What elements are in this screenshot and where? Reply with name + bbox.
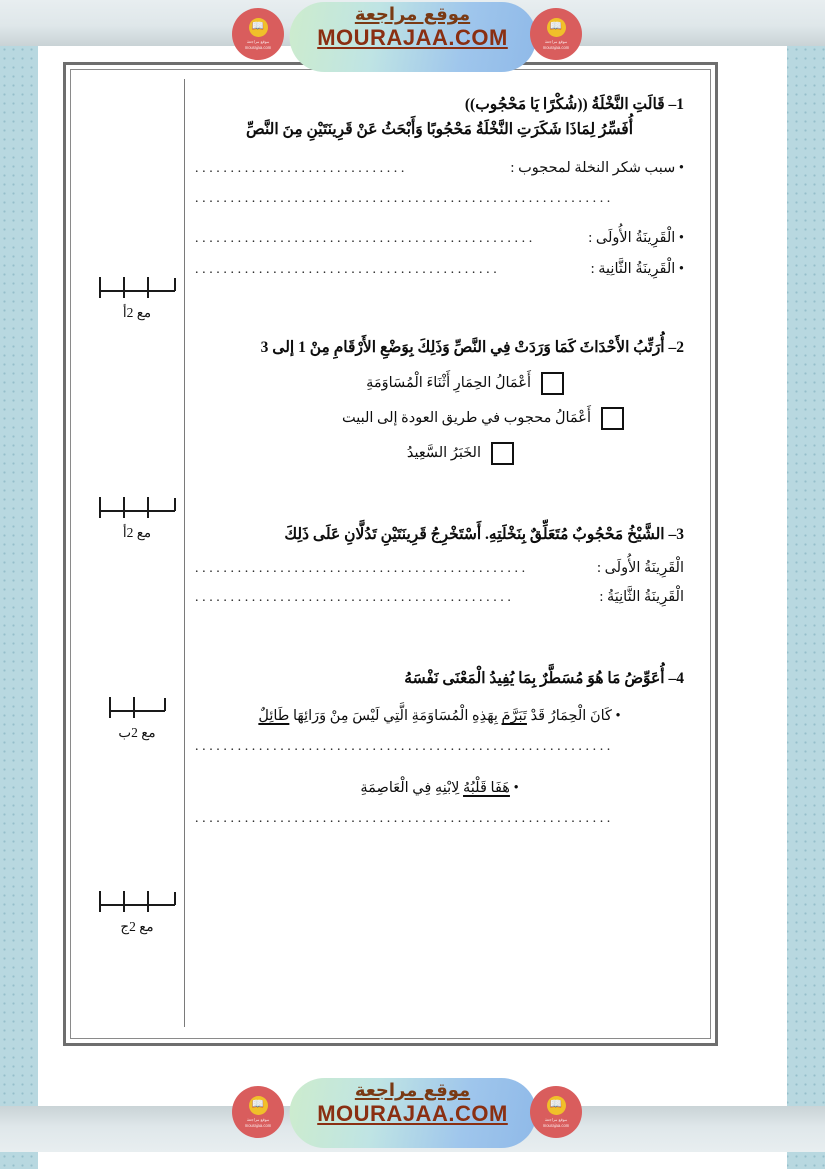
logo-sub-url: mourajaa.com <box>542 1122 570 1128</box>
brand-url: MOURAJAA.COM <box>317 24 508 50</box>
score-label: مع 2ب <box>118 725 156 740</box>
question-1-title: 1– قَالَتِ النَّخْلَةُ ((شُكْرًا يَا مَحْجُوب)) <box>464 96 684 113</box>
question-1-item-3 <box>195 258 684 281</box>
question-3 <box>195 465 684 610</box>
item-label: الْقَرِينَةُ الأُولَى : <box>596 559 684 576</box>
question-2-choice-1[interactable] <box>195 372 684 395</box>
sentence-part: بِهَذِهِ الْمُسَاوَمَةِ الَّتِي لَيْسَ مِنْ وَرَائِهَا <box>289 708 502 725</box>
item-label: • الْقَرِينَةُ الثَّانِية : <box>590 261 684 278</box>
checkbox[interactable] <box>601 407 624 430</box>
logo-sub-arabic: موقع مراجعة <box>246 38 270 44</box>
questions-column <box>185 79 690 1027</box>
score-mark-question-2[interactable] <box>90 497 184 541</box>
logo-sub-arabic: موقع مراجعة <box>544 1116 568 1122</box>
book-icon: 📖 <box>547 18 566 37</box>
question-4-answer-dots-1[interactable]: ........................................................... <box>195 739 614 755</box>
score-mark-question-4[interactable] <box>90 891 184 935</box>
score-comb-icon <box>109 697 165 719</box>
question-1 <box>195 79 684 282</box>
underlined-word-1: تَبَرَّمَ <box>501 708 527 725</box>
sentence-part: • <box>509 780 519 797</box>
book-icon: 📖 <box>547 1096 566 1115</box>
score-mark-question-1[interactable] <box>90 277 184 321</box>
answer-dots[interactable]: ............................................. <box>195 589 515 605</box>
book-icon: 📖 <box>249 18 268 37</box>
worksheet-table <box>90 79 690 1027</box>
score-mark-question-3[interactable] <box>90 697 184 741</box>
choice-label: أَعْمَالُ الحِمَارِ أَثْنَاءَ الْمُسَاوَمَةِ <box>366 374 531 391</box>
brand-logo-left <box>232 1086 284 1138</box>
question-1-item-1-extra-dots[interactable]: ........................................................... <box>195 190 614 206</box>
answer-dots[interactable]: ............................................... <box>195 560 529 576</box>
sentence-part: • كَانَ الْحِمَارُ قَدْ <box>526 708 621 725</box>
question-3-title: 3– الشَّيْخُ مَحْجُوبٌ مُتَعَلِّقٌ بِنَخْلَتِهِ. أَسْتَخْرِجُ قَرِينَتَيْنِ تَدُلَّانِ عَلَى ذَلِكَ <box>284 525 684 543</box>
score-label: مع 2أ <box>122 525 152 540</box>
question-4-answer-dots-2[interactable]: ........................................................... <box>195 811 614 827</box>
checkbox[interactable] <box>541 372 564 395</box>
underlined-phrase: هَفَا قَلْبُهُ <box>463 780 510 797</box>
brand-logo-right <box>530 8 582 60</box>
score-comb-icon <box>99 891 175 913</box>
question-2-choice-3[interactable] <box>195 442 684 465</box>
item-label: • الْقَرِينَةُ الأُولَى : <box>588 229 684 246</box>
underlined-word-2: طَائِلٌ <box>258 708 290 725</box>
score-column <box>90 79 185 1027</box>
brand-arabic-title: موقع مراجعة <box>354 1080 471 1101</box>
question-4-title: 4– أُعَوِّضُ مَا هُوَ مُسَطَّرٌ بِمَا يُفِيدُ الْمَعْنَى نَفْسَهُ <box>404 670 684 688</box>
question-2-title: 2– أُرَتِّبُ الأَحْدَاثَ كَمَا وَرَدَتْ فِي النَّصِّ وَذَلِكَ بِوَضْعِ الأَرْقَامِ مِنْ 1 إلى 3 <box>260 338 684 356</box>
footer-brand-text <box>248 1082 578 1125</box>
score-comb-icon <box>99 497 175 519</box>
footer-brand-band <box>0 1072 825 1152</box>
brand-url: MOURAJAA.COM <box>317 1100 508 1126</box>
question-3-item-2 <box>195 586 684 609</box>
header-brand-text <box>248 6 578 49</box>
score-label: مع 2ج <box>120 919 154 934</box>
question-1-item-2 <box>195 227 684 250</box>
item-label: الْقَرِينَةُ الثَّانِيَةُ : <box>599 588 684 605</box>
checkbox[interactable] <box>491 442 514 465</box>
brand-arabic-title: موقع مراجعة <box>354 4 471 25</box>
logo-sub-arabic: موقع مراجعة <box>544 38 568 44</box>
sentence-part: لِابْنِهِ فِي الْعَاصِمَةِ <box>360 780 464 797</box>
logo-sub-url: mourajaa.com <box>244 1122 272 1128</box>
logo-sub-url: mourajaa.com <box>542 44 570 50</box>
answer-dots[interactable]: .............................. <box>195 161 408 177</box>
choice-label: أَعْمَالُ محجوب في طريق العودة إلى البيت <box>341 409 591 426</box>
score-label: مع 2أ <box>122 305 152 320</box>
question-1-instruction: أُفَسِّرُ لِمَاذَا شَكَرَتِ النَّخْلَةُ مَحْجُوبًا وَأَبْحَثُ عَنْ قَرِينَتَيْنِ مِنَ النَّصِّ <box>245 121 634 139</box>
item-label: • سبب شكر النخلة لمحجوب : <box>510 160 684 177</box>
logo-sub-url: mourajaa.com <box>244 44 272 50</box>
question-2-choice-2[interactable] <box>195 407 684 430</box>
question-1-item-1 <box>195 157 684 180</box>
worksheet-frame <box>63 62 718 1046</box>
question-4-sentence-1 <box>195 705 684 729</box>
brand-logo-left <box>232 8 284 60</box>
question-4-sentence-2 <box>195 777 684 801</box>
header-brand-band <box>0 0 825 74</box>
question-4 <box>195 609 684 827</box>
question-3-item-1 <box>195 557 684 580</box>
answer-dots[interactable]: ................................................ <box>195 230 536 246</box>
book-icon: 📖 <box>249 1096 268 1115</box>
logo-sub-arabic: موقع مراجعة <box>246 1116 270 1122</box>
question-2 <box>195 282 684 465</box>
score-comb-icon <box>99 277 175 299</box>
brand-logo-right <box>530 1086 582 1138</box>
choice-label: الخَبَرُ السَّعِيدُ <box>406 444 481 461</box>
answer-dots[interactable]: ........................................... <box>195 262 501 278</box>
